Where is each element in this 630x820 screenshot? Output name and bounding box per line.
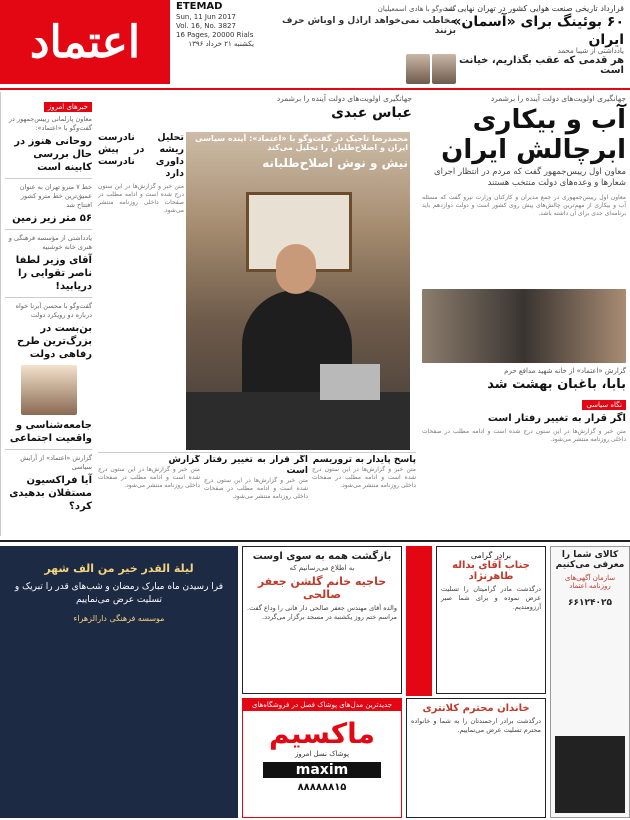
main-interview-photo[interactable] (186, 132, 410, 450)
left-news-column (0, 92, 96, 536)
lead-kicker: جهانگیری اولویت‌های دولت آینده را برشمرد (490, 94, 626, 103)
section-tag: خبرهای امروز (44, 102, 92, 112)
author-avatar (432, 54, 456, 84)
teaser-kicker: گفت‌وگو با هادی اسمعیلیان (377, 5, 456, 13)
header-note[interactable] (444, 46, 624, 76)
caption-big: نیش و نوش اصلاح‌طلبانه (262, 156, 408, 170)
silhouettes-graphic (555, 703, 625, 813)
ad-sub: سازمان آگهی‌های روزنامه اعتماد (564, 574, 616, 590)
bottom-article[interactable] (204, 455, 308, 535)
header-headline[interactable] (444, 4, 624, 49)
photo-caption (188, 134, 408, 170)
item-title: بن‌بست در بزرگ‌ترین طرح رفاهی دولت (16, 323, 92, 360)
ad-head: برادر گرامی (470, 551, 512, 560)
lead-story-column (418, 92, 630, 536)
martyr-family-photo[interactable] (422, 289, 626, 363)
divider (5, 297, 92, 298)
person-head (276, 244, 316, 294)
red-ad-strip (406, 546, 432, 696)
ad-name: خاندان محترم کلانتری (422, 703, 530, 714)
item-kicker: خط ۷ مترو تهران به عنوان عمیق‌ترین خط مترو کشور افتتاح شد (19, 183, 92, 209)
article-title: پاسخ پایدار به تروریسم (312, 455, 416, 465)
article-body: متن خبر و گزارش‌ها در این ستون درج شده است و ادامه مطلب در صفحات داخلی روزنامه منتشر می‌شود. (312, 466, 416, 489)
opinion-headline[interactable]: اگر قرار به تغییر رفتار است (487, 413, 626, 424)
opinion-title: تحلیل نادرست ریشه در پیش داوری نادرست دارد (98, 132, 184, 179)
meta-line: 16 Pages, 20000 Rials (176, 31, 254, 39)
left-news-item[interactable] (5, 419, 92, 445)
brand-en: ETEMAD (176, 1, 223, 12)
ad-phone: ۶۶۱۲۴۰۲۵ (568, 598, 612, 608)
ad-note: موسسه فرهنگی دارالزهراء (73, 614, 165, 623)
item-title: روحانی هنوز در حال بررسی کابینه است (14, 136, 92, 173)
ad-slogan: پوشاک نسل امروز (294, 750, 350, 758)
divider (5, 449, 92, 450)
condolence-ad[interactable] (406, 698, 546, 818)
opinion-body: متن خبر و گزارش‌ها در این ستون درج شده است و ادامه مطلب در صفحات داخلی روزنامه منتشر می‌شود. (422, 428, 626, 443)
author-avatar (406, 54, 430, 84)
left-news-item[interactable] (5, 302, 92, 361)
ad-name: جناب آقای بداله طاهرنژاد (452, 560, 530, 582)
ads-section (0, 540, 630, 820)
divider (5, 178, 92, 179)
middle-bottom-row (98, 452, 416, 537)
author-photo (21, 365, 77, 415)
laptop (320, 364, 380, 400)
ad-brand: maxim (263, 762, 381, 778)
teaser-title: مخاطب نمی‌خواهد اراذل و اوباش حرف بزنند (281, 16, 456, 36)
column-author: عباس عبدی (331, 105, 412, 121)
left-news-item[interactable] (5, 234, 92, 293)
opinion-body: متن خبر و گزارش‌ها در این ستون درج شده است و ادامه مطلب در صفحات داخلی روزنامه منتشر می‌شود. (98, 183, 184, 214)
lead-subhead: معاون اول رییس‌جمهور گفت که مردم در انتظار اجرای شعارها و وعده‌های دولت منتخب هستند (433, 167, 626, 188)
date-fa: یکشنبه ۲۱ خرداد ۱۳۹۶ (188, 40, 254, 48)
meta-line: Vol. 16, No. 3827 (176, 22, 236, 30)
item-kicker: معاون پارلمانی رییس‌جمهور در گفت‌وگو با «اعتماد»: (8, 115, 92, 132)
ad-text: فرا رسیدن ماه مبارک رمضان و شب‌های قدر را تبریک و تسلیت عرض می‌نماییم (14, 582, 224, 605)
masthead-divider (0, 88, 630, 90)
middle-column (98, 92, 416, 536)
bottom-article[interactable] (98, 455, 200, 535)
lead-headline[interactable]: آب و بیکاری ابرچالش ایران (441, 105, 626, 165)
masthead (0, 0, 630, 89)
desk (186, 392, 410, 450)
classified-ad[interactable] (550, 546, 630, 818)
left-news-item[interactable] (5, 115, 92, 174)
meta-line: Sun, 11 Jun 2017 (176, 13, 236, 21)
header-teaser[interactable] (260, 4, 456, 36)
ad-title: کالای شما را معرفی می‌کنیم (555, 550, 625, 570)
ad-phone: ۸۸۸۸۸۸۱۵ (297, 782, 347, 793)
item-title: آقای وزیر لطفا ناصر تقوایی را دریابید! (15, 255, 92, 292)
condolence-ad[interactable] (436, 546, 546, 694)
item-kicker: گزارش «اعتماد» از آرایش سیاسی (20, 454, 92, 471)
ad-sub: به اطلاع می‌رسانیم که (289, 564, 355, 572)
photo-caption: گزارش «اعتماد» از خانه شهید مدافع حرم (504, 367, 626, 375)
article-body: متن خبر و گزارش‌ها در این ستون درج شده است و ادامه مطلب در صفحات داخلی روزنامه منتشر می‌شود. (98, 466, 200, 489)
item-kicker: گفت‌وگو با محسن آبرنا خواه درباره دو رویکرد دولت (15, 302, 92, 319)
opinion-column[interactable] (98, 132, 186, 450)
section-tag: نگاه سیاسی (582, 400, 626, 410)
headline-kicker: قرارداد تاریخی صنعت هوایی کشور در تهران نهایی شد (444, 4, 624, 13)
story-headline[interactable]: بابا، باغبان بهشت شد (487, 377, 626, 392)
middle-header[interactable] (98, 92, 416, 130)
lead-body: معاون اول رییس‌جمهوری در جمع مدیران و کارکنان وزارت نیرو گفت که مسئله آب و بیکاری از مهم‌ترین چالش‌های پیش روی کشور است و دولت دوازدهم باید برنامه‌ای جدی برای آن داشته باشد. (422, 194, 626, 217)
note-kicker: یادداشتی از شیبا محمد (557, 47, 624, 55)
ad-logo: ماکسیم (268, 717, 375, 750)
logo-text: اعتماد (29, 16, 141, 68)
left-news-item[interactable] (5, 183, 92, 225)
article-title: گزارش (168, 455, 200, 465)
ad-bar: جدیدترین مدل‌های پوشاک فصل در فروشگاه‌های (243, 699, 401, 711)
ad-name: حاجیه خانم گلشن جعفر صالحی (257, 575, 387, 601)
condolence-ad[interactable] (242, 546, 402, 694)
ad-text: والده آقای مهندس جعفر صالحی دار فانی را وداع گفت. مراسم ختم روز یکشنبه در مسجد برگزار می‌گردد. (247, 604, 397, 621)
item-title: ۵۶ متر زیر زمین (12, 213, 92, 224)
left-news-item[interactable] (5, 454, 92, 513)
ad-title: لیلة القدر خیر من الف شهر (44, 562, 194, 575)
middle-kicker: جهانگیری اولویت‌های دولت آینده را برشمرد (276, 94, 412, 103)
bottom-article[interactable] (312, 455, 416, 535)
ad-text: درگذشت مادر گرامیتان را تسلیت عرض نموده و برای شما صبر آرزومندیم. (441, 585, 541, 611)
caption-small: محمدرضا تاجیک در گفت‌وگو با «اعتماد»: آینده سیاسی ایران و اصلاح‌طلبان را تحلیل می‌کند (195, 134, 408, 152)
item-kicker: یادداشتی از مؤسسه فرهنگی و هنری خانه خوشنیه (8, 234, 92, 251)
ramadan-ad[interactable] (0, 546, 238, 818)
ad-title: بازگشت همه به سوی اوست (252, 551, 392, 562)
maxim-ad[interactable] (242, 698, 402, 818)
item-title: آیا فراکسیون مستقلان بدهیدی کرد؟ (9, 475, 92, 512)
article-body: متن خبر و گزارش‌ها در این ستون درج شده است و ادامه مطلب در صفحات داخلی روزنامه منتشر می‌شود. (204, 477, 308, 500)
ad-text: درگذشت برادر ارجمندتان را به شما و خانواده محترم تسلیت عرض می‌نماییم. (411, 717, 541, 734)
item-title: جامعه‌شناسی و واقعیت اجتماعی (9, 420, 92, 444)
note-title: هر قدمی که عقب بگذاریم، خیانت است (459, 55, 624, 76)
newspaper-logo[interactable] (0, 0, 170, 84)
article-title: اگر قرار به تغییر رفتار است (204, 455, 308, 476)
headline-title: ۶۰ بوئینگ برای «آسمان» ایران (452, 14, 624, 48)
divider (5, 229, 92, 230)
